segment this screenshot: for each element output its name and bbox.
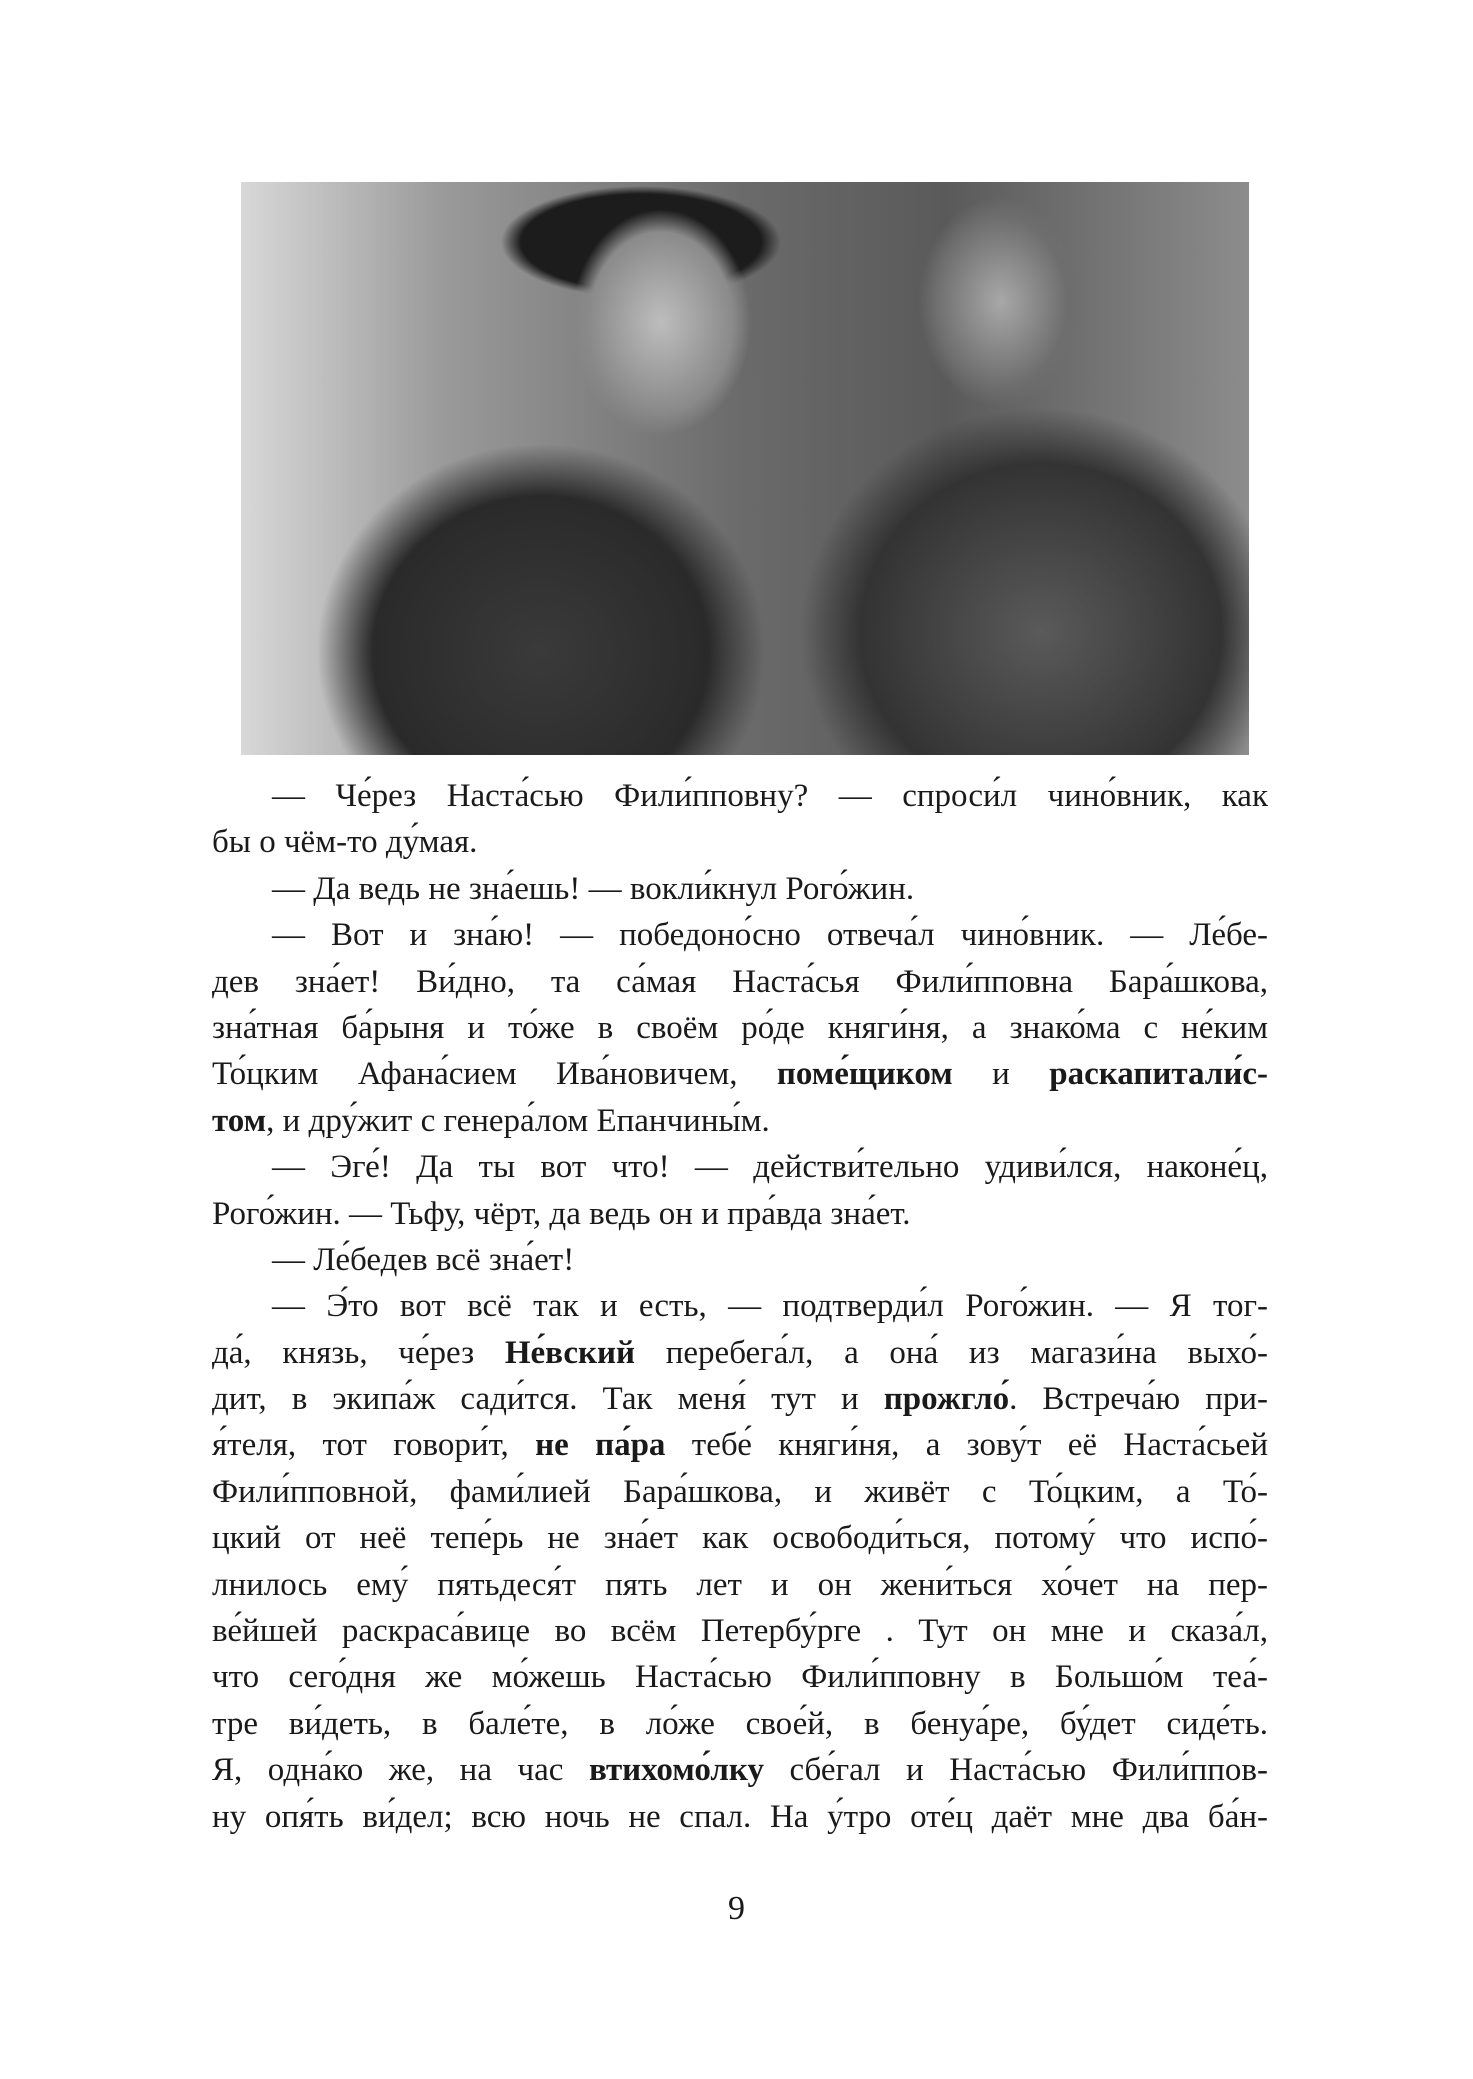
text-segment: зна́тная ба́рыня и то́же в своём ро́де княги́ня, а знако́ма с не́ким bbox=[212, 1009, 1268, 1046]
bold-term: прожгло́ bbox=[883, 1381, 1010, 1418]
bold-term: поме́щиком bbox=[776, 1056, 953, 1093]
text-segment: Я, одна́ко же, на час bbox=[212, 1752, 589, 1789]
text-segment: — Ле́бедев всё зна́ет! bbox=[272, 1241, 575, 1278]
text-segment: что сего́дня же мо́жешь Наста́сью Фили́пповну в Большо́м теа́- bbox=[212, 1659, 1268, 1696]
text-line bbox=[212, 1562, 1268, 1608]
text-line bbox=[212, 1330, 1268, 1376]
text-line bbox=[212, 1098, 1268, 1144]
text-segment: и bbox=[952, 1056, 1050, 1093]
text-segment: Рого́жин. — Тьфу, чёрт, да ведь он и пра́вда зна́ет. bbox=[212, 1195, 911, 1232]
text-segment: цкий от неё тепе́рь не зна́ет как освободи́ться, потому́ что испо́- bbox=[212, 1520, 1268, 1557]
text-line bbox=[212, 1608, 1268, 1654]
bold-term: втихомо́лку bbox=[588, 1752, 764, 1789]
body-text bbox=[212, 773, 1268, 1840]
text-line bbox=[212, 866, 1268, 912]
text-line bbox=[212, 819, 1268, 865]
text-segment: тре ви́деть, в бале́те, в ло́же свое́й, в бенуа́ре, бу́дет сиде́ть. bbox=[212, 1705, 1268, 1742]
text-line bbox=[212, 1422, 1268, 1468]
text-segment: , и дру́жит с генера́лом Епанчины́м. bbox=[266, 1102, 770, 1139]
text-line bbox=[212, 912, 1268, 958]
text-segment: — Вот и зна́ю! — победоно́сно отвеча́л чино́вник. — Ле́бе- bbox=[272, 917, 1268, 954]
text-segment: дит, в экипа́ж сади́тся. Так меня́ тут и bbox=[212, 1381, 884, 1418]
text-line bbox=[212, 1283, 1268, 1329]
text-segment: перебега́л, а она́ из магази́на выхо́- bbox=[635, 1334, 1268, 1371]
text-line bbox=[212, 1191, 1268, 1237]
text-segment: ве́йшей раскраса́вице во всём Петербу́рге . Тут он мне и сказа́л, bbox=[212, 1613, 1268, 1650]
text-line bbox=[212, 1005, 1268, 1051]
bold-term: Не́вский bbox=[504, 1334, 636, 1371]
text-segment: я́теля, тот говори́т, bbox=[212, 1427, 536, 1464]
text-segment: да́, князь, че́рез bbox=[212, 1334, 505, 1371]
text-line bbox=[212, 1654, 1268, 1700]
text-segment: — Эге́! Да ты вот что! — действи́тельно удиви́лся, наконе́ц, bbox=[272, 1149, 1268, 1186]
text-line bbox=[212, 1469, 1268, 1515]
text-segment: бы о чём-то ду́мая. bbox=[212, 824, 478, 861]
text-segment: — Э́то вот всё так и есть, — подтверди́л Рого́жин. — Я тог- bbox=[272, 1288, 1268, 1325]
film-still-photo bbox=[241, 182, 1249, 755]
text-segment: Фили́пповной, фами́лией Бара́шкова, и живёт с То́цким, а То́- bbox=[212, 1473, 1268, 1510]
text-line bbox=[212, 1515, 1268, 1561]
bold-term: не па́ра bbox=[535, 1427, 666, 1464]
text-segment: ну опя́ть ви́дел; всю ночь не спал. На у́тро оте́ц даёт мне два ба́н- bbox=[212, 1798, 1268, 1835]
text-line bbox=[212, 1376, 1268, 1422]
text-segment: лнилось ему́ пятьдеся́т пять лет и он жени́ться хо́чет на пер- bbox=[212, 1566, 1268, 1603]
text-segment: — Че́рез Наста́сью Фили́пповну? — спроси́л чино́вник, как bbox=[272, 778, 1268, 814]
text-segment: дев зна́ет! Ви́дно, та са́мая Наста́сья Фили́пповна Бара́шкова, bbox=[212, 963, 1268, 1000]
page-number: 9 bbox=[728, 1890, 745, 1927]
bold-term: раскапитали́с- bbox=[1049, 1056, 1268, 1093]
text-line bbox=[212, 1144, 1268, 1190]
text-line bbox=[212, 1747, 1268, 1793]
text-segment: тебе́ княги́ня, а зову́т её Наста́сьей bbox=[665, 1427, 1268, 1464]
text-line bbox=[212, 773, 1268, 819]
text-segment: — Да ведь не зна́ешь! — вокли́кнул Рого́жин. bbox=[272, 870, 915, 907]
text-line bbox=[212, 1051, 1268, 1097]
bold-term: том bbox=[212, 1102, 267, 1139]
text-segment: То́цким Афана́сием Ива́новичем, bbox=[212, 1056, 777, 1093]
text-line bbox=[212, 959, 1268, 1005]
text-line bbox=[212, 1237, 1268, 1283]
text-segment: сбе́гал и Наста́сью Фили́ппов- bbox=[763, 1752, 1268, 1789]
text-segment: . Встреча́ю при- bbox=[1009, 1381, 1269, 1418]
text-line bbox=[212, 1794, 1268, 1840]
text-line bbox=[212, 1701, 1268, 1747]
